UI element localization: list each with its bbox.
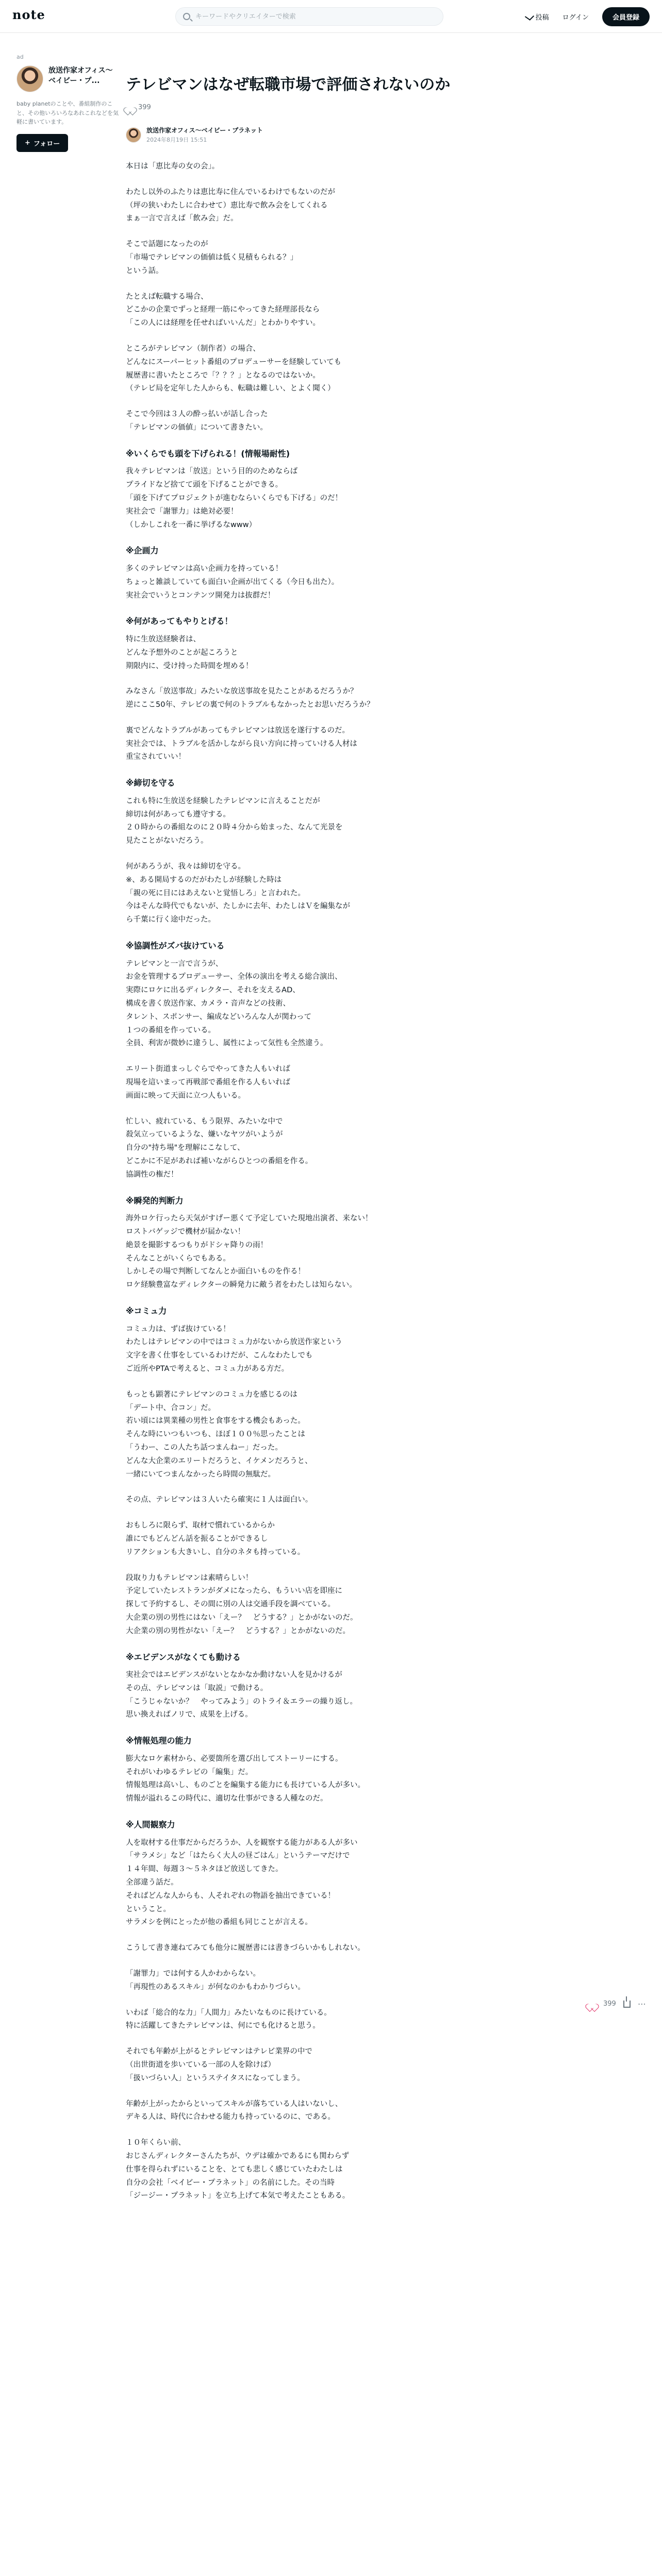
paragraph: わたし以外のふたりは恵比寿に住んでいるわけでもないのだが （坪の狭いわたしに合わせて）恵比寿で飲み会をしてくれる まぁ一言で言えば「飲み会」だ。 [126, 188, 335, 223]
like-count: 399 [138, 104, 151, 111]
author-info[interactable] [126, 126, 487, 144]
header-actions [526, 7, 650, 26]
article [126, 73, 487, 2215]
paragraph: コミュ力は、ずば抜けている！ わたしはテレビマンの中ではコミュ力がないから放送作家という 文字を書く仕事をしているわけだが、こんなわたしでも ご近所やPTAで考えると、コミュ力がある方だ。 [126, 1325, 342, 1373]
search-icon [183, 13, 190, 20]
paragraph: 特に生放送経験者は、 どんな予想外のことが起ころうと 期限内に、受け持った時間を埋める！ [126, 635, 253, 670]
post-label: 投稿 [535, 13, 549, 22]
floating-like-count: 399 [603, 2000, 616, 2008]
section-heading: ※エビデンスがなくても動ける [126, 1652, 241, 1662]
like-summary[interactable] [126, 104, 487, 111]
section-heading: ※情報処理の能力 [126, 1736, 192, 1746]
paragraph: 忙しい、疲れている、もう限界、みたいな中で 殺気立っているような、嫌いなヤツがいようが 自分の"持ち場"を理解にこなして、 どこかに不足があれば補いながらひとつの番組を作る。 協調性の権だ！ [126, 1117, 313, 1179]
search-box[interactable] [175, 7, 443, 26]
paragraph: その点、テレビマンは３人いたら確実に１人は面白い。 [126, 1496, 313, 1504]
share-icon[interactable] [623, 2001, 631, 2008]
floating-actions [588, 1999, 647, 2009]
note-logo[interactable]: note [12, 7, 45, 22]
paragraph: 裏でどんなトラブルがあってもテレビマンは放送を遂行するのだ。 実社会では、トラブルを活かしながら良い方向に持っていける人材は 重宝されていい！ [126, 726, 357, 761]
article-body [126, 160, 487, 2203]
paragraph: 何があろうが、我々は締切を守る。 ※、ある開局するのだがわたしが経験した時は 「親の死に目にはあえないと覚悟しろ」と言われた。 今はそんな時代でもないが、たしかに去年、わたしはＶを編集なが ら千葉に行く途中だった。 [126, 862, 350, 924]
paragraph: もっとも顕著にテレビマンのコミュ力を感じるのは 「デート中、合コン」だ。 若い頃には異業種の男性と食事をする機会もあった。 そんな時にいつもいつも、ほぼ１００％思ったことは 「うわー、この人たち話つまんねー」だった。 どんな大企業のエリートだろうと、イケメンだろうと、 一緒にいてつまんなかったら時間の無駄だ。 [126, 1390, 312, 1479]
paragraph: 我々テレビマンは「放送」という目的のためならば プライドなど捨てて頭を下げることができる。 「頭を下げてプロジェクトが進むならいくらでも下げる」のだ！ 実社会で「謝罪力」は絶対必要！ （しかしこれを一番に挙げるなwww） [126, 467, 343, 529]
paragraph: そこで話題になったのが 「市場でテレビマンの価値は低く見積もられる？」 という話。 [126, 240, 298, 275]
paragraph: こうして書き連ねてみても他分に履歴書には書きづらいかもしれない。 [126, 1944, 365, 1953]
top-navbar [0, 0, 662, 33]
creator-description: baby planetのことや、番組制作のこと、その他いろいろなあれこれなどを気軽に書いています。 [16, 100, 119, 126]
paragraph: 年齢が上がったからといってスキルが落ちている人はいないし、 デキる人は、時代に合わせる能力も持っているのに、である。 [126, 2099, 343, 2122]
section-heading: ※人間観察力 [126, 1820, 175, 1830]
floating-heart-icon[interactable] [588, 2001, 596, 2008]
paragraph: 実社会ではエビデンスがないとなかなか動けない人を見かけるが その点、テレビマンは「取説」で動ける。 「こうじゃないか？ やってみよう」のトライ＆エラーの繰り返し。 思い換えればノリで、成果を上げる。 [126, 1671, 358, 1719]
more-icon[interactable]: ⋯ [637, 1999, 647, 2009]
paragraph: 「謝罪力」では何する人かわからない。 「再現性のあるスキル」が何なのかもわかりづらい。 [126, 1970, 305, 1991]
paragraph: 膨大なロケ素材から、必要箇所を選び出してストーリーにする。 それがいわゆるテレビの「編集」だ。 情報処理は高いし、ものごとを編集する能力にも長けている人が多い。 情報が溢れるこの時代に、適切な仕事ができる人種なのだ。 [126, 1754, 365, 1803]
paragraph: いわば「総合的な力」「人間力」みたいなものに長けている。 特に活躍してきたテレビマンは、何にでも化けると思う。 [126, 2008, 332, 2030]
paragraph: 人を取材する仕事だからだろうか、人を観察する能力がある人が多い 「サラメシ」など「はたらく大人の昼ごはん」というテーマだけで １４年間、毎週３〜５ネタほど放送してきた。 全部違う話だ。 そればどんな人からも、人それぞれの物語を抽出できている！ ということ。 サラメシを例にとったが他の番組も同じことが言える。 [126, 1838, 358, 1927]
signup-button[interactable]: 会員登録 [602, 7, 650, 26]
plus-icon: + [25, 139, 30, 147]
creator-sidebar [16, 54, 120, 152]
creator-name[interactable]: 放送作家オフィス〜ベイビー・プ... [48, 66, 113, 86]
paragraph: 多くのテレビマンは高い企画力を持っている！ ちょっと雑談していても面白い企画が出てくる（今日も出た）。 実社会でいうとコンテンツ開発力は抜群だ！ [126, 564, 339, 600]
paragraph: たとえば転職する場合、 どこかの企業でずっと経理一筋にやってきた経理部長なら 「この人には経理を任せればいいんだ」とわかりやすい。 [126, 292, 320, 328]
author-name[interactable]: 放送作家オフィス〜ベイビー・プラネット [146, 127, 263, 134]
follow-button[interactable] [16, 134, 68, 152]
pen-icon [524, 12, 534, 20]
post-button[interactable] [526, 12, 549, 22]
paragraph: おもしろに限らず、取材で慣れているからか 誰にでもどんどん話を振ることができるし リアクションも大きいし、自分のネタも持っている。 [126, 1521, 305, 1556]
section-heading: ※コミュ力 [126, 1306, 167, 1316]
heart-icon[interactable] [126, 104, 134, 111]
section-heading: ※締切を守る [126, 778, 175, 788]
author-avatar[interactable] [126, 127, 141, 143]
section-heading: ※いくらでも頭を下げられる！(情報場耐性) [126, 448, 290, 459]
login-link[interactable]: ログイン [562, 13, 589, 22]
paragraph: １０年くらい前、 おじさんディレクターさんたちが、ウデは確かであるにも関わらず 仕事を得られずにいることを、とても悲しく感じていたわたしは 自分の会社「ベイビー・プラネット」の名前にした。その当時 「ジージー・プラネット」を立ち上げて本気で考えたこともある。 [126, 2139, 350, 2200]
creator-avatar[interactable] [16, 65, 43, 92]
paragraph: みなさん「放送事故」みたいな放送事故を見たことがあるだろうか？ 逆にここ50年、テレビの裏で何のトラブルもなかったとお思いだろうか？ [126, 687, 374, 709]
sidebar-small-label: ad [16, 54, 24, 60]
paragraph: 海外ロケ行ったら天気がすげー悪くて予定していた現地出演者、来ない！ ロストバゲッジで機材が届かない！ 絶景を撮影するつもりがドシャ降りの雨！ そんなことがいくらでもある。 しかしその場で判断してなんとか面白いものを作る！ ロケ経験豊富なディレクターの瞬発力に敵う者をわたしは知らない。 [126, 1214, 373, 1290]
section-heading: ※何があってもやりとげる！ [126, 616, 233, 626]
paragraph: それでも年齢が上がるとテレビマンはテレビ業界の中で （出世街道を歩いている一部の人を除けば） 「扱いづらい人」というステイタスになってしまう。 [126, 2047, 312, 2082]
article-title: テレビマンはなぜ転職市場で評価されないのか [126, 76, 451, 94]
section-heading: ※企画力 [126, 546, 159, 556]
section-heading: ※協調性がズバ抜けている [126, 941, 225, 951]
paragraph: 本日は「恵比寿の女の会」。 [126, 162, 220, 171]
paragraph: そこで今回は３人の酔っ払いが話し合った 「テレビマンの価値」について書きたい。 [126, 410, 268, 432]
creator-profile[interactable] [16, 65, 120, 92]
publish-date: 2024年8月19日 15:51 [146, 137, 207, 143]
follow-label: フォロー [33, 140, 60, 148]
paragraph: エリート街道まっしぐらでやってきた人もいれば 現場を這いまって再戦部で番組を作る人もいれば 画面に映って天面に立つ人もいる。 [126, 1065, 290, 1100]
section-heading: ※瞬発的判断力 [126, 1195, 184, 1206]
paragraph: ところがテレビマン（制作者）の場合、 どんなにスーパーヒット番組のプロデューサーを経験していても 履歴書に書いたところで「？？？」となるのではないか。 （テレビ局を定年した人からも、転職は難しい、とよく聞く） [126, 344, 342, 393]
search-input[interactable] [195, 8, 438, 25]
paragraph: テレビマンと一言で言うが、 お金を管理するプロデューサー、全体の演出を考える総合演出、 実際にロケに出るディレクター、それを支えるAD、 構成を書く放送作家、カメラ・音声などの技術、 タレント、スポンサー、編成などいろんな人が関わって １つの番組を作っている。 全員、利害が微妙に違うし、属性によって気性も全然違う。 [126, 959, 342, 1048]
paragraph: これも特に生放送を経験したテレビマンに言えることだが 締切は何があっても遵守する。 ２０時からの番組なのに２０時４分から始まった、なんて光景を 見たことがないだろう。 [126, 796, 343, 845]
paragraph: 段取り力もテレビマンは素晴らしい！ 予定していたレストランがダメになったら、もういい店を即座に 探して予約するし、その間に別の人は交通手段を調べている。 大企業の別の男性にはない「えー？ どうする？」とかがないのだ。 大企業の別の男性がない「えー？ どうする？」とかがないのだ。 [126, 1573, 358, 1635]
